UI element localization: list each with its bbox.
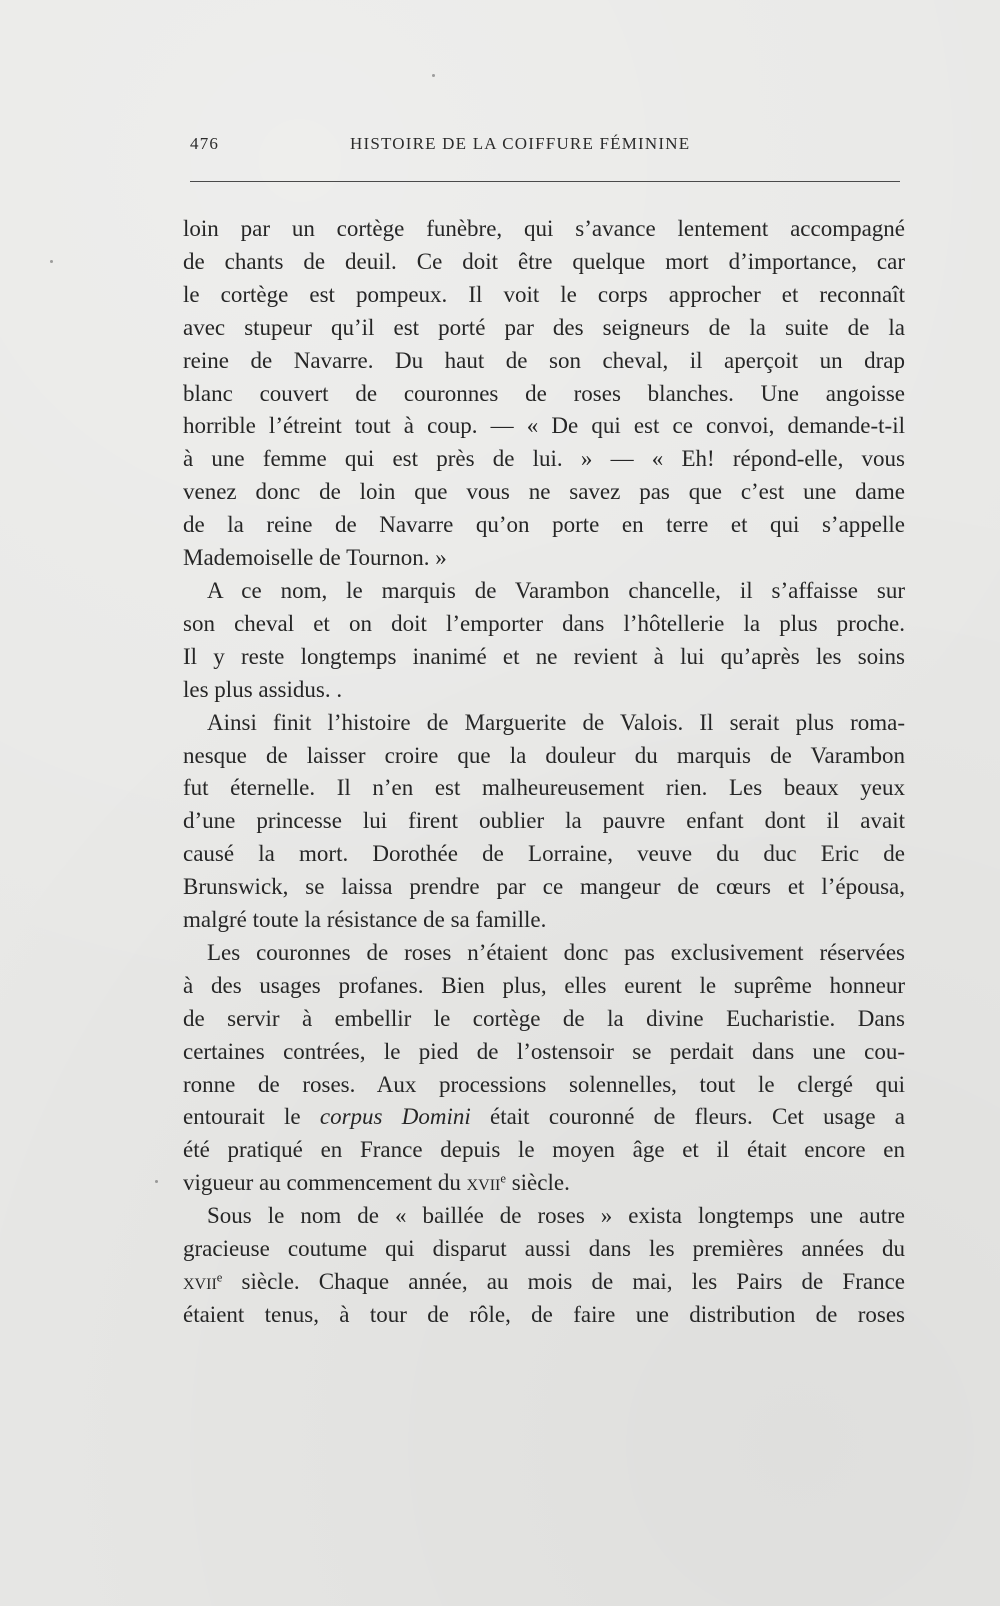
text-line-with-italic — [183, 1101, 905, 1134]
text-line: causé la mort. Dorothée de Lorraine, veuve du duc Eric de — [183, 841, 905, 867]
running-title: HISTOIRE DE LA COIFFURE FÉMININE — [350, 134, 691, 153]
text-line: de servir à embellir le cortège de la divine Eucharistie. Dans — [183, 1005, 905, 1031]
text-fragment: était couronné de fleurs. Cet usage a — [470, 1104, 905, 1130]
text-line: horrible l’étreint tout à coup. — « De qui est ce convoi, demande-t-il — [183, 413, 905, 439]
text-line: Brunswick, se laissa prendre par ce mangeur de cœurs et l’épousa, — [183, 874, 905, 900]
ordinal-superscript: e — [500, 1171, 506, 1186]
text-line: à des usages profanes. Bien plus, elles eurent le suprême honneur — [183, 972, 905, 998]
paper-speck — [50, 260, 53, 263]
italic-phrase: corpus Domini — [319, 1104, 471, 1130]
text-line: le cortège est pompeux. Il voit le corps approcher et reconnaît — [183, 281, 905, 307]
text-fragment: siècle. — [505, 1170, 570, 1196]
text-line: malgré toute la résistance de sa famille. — [183, 907, 547, 933]
text-fragment: siècle. Chaque année, au mois de mai, les Pairs de France — [222, 1269, 905, 1294]
text-line: ronne de roses. Aux processions solennelles, tout le clergé qui — [183, 1071, 905, 1097]
text-fragment: entourait le — [183, 1104, 320, 1130]
page-header — [190, 134, 900, 164]
paper-speck — [432, 74, 435, 77]
text-line: de chants de deuil. Ce doit être quelque mort d’importance, car — [183, 248, 905, 274]
page-number: 476 — [190, 134, 220, 153]
text-fragment: vigueur au commencement du — [183, 1170, 467, 1196]
paragraph-start-line: A ce nom, le marquis de Varambon chancelle, il s’affaisse sur — [207, 577, 905, 603]
text-line: son cheval et on doit l’emporter dans l’hôtellerie la plus proche. — [183, 610, 905, 636]
text-line: étaient tenus, à tour de rôle, de faire une distribution de roses — [183, 1301, 905, 1327]
text-line: avec stupeur qu’il est porté par des seigneurs de la suite de la — [183, 314, 905, 340]
text-line: blanc couvert de couronnes de roses blanches. Une angoisse — [183, 380, 905, 406]
text-line: venez donc de loin que vous ne savez pas que c’est une dame — [183, 479, 905, 505]
text-line-with-century — [183, 1266, 905, 1299]
body-text — [183, 213, 905, 1332]
century-numeral: xvii — [466, 1170, 501, 1196]
text-line: reine de Navarre. Du haut de son cheval, il aperçoit un drap — [183, 347, 905, 373]
text-line: d’une princesse lui firent oublier la pauvre enfant dont il avait — [183, 808, 905, 834]
paper-speck — [900, 820, 903, 823]
ordinal-superscript: e — [216, 1270, 223, 1285]
text-line: loin par un cortège funèbre, qui s’avance lentement accompagné — [183, 216, 905, 241]
text-line: été pratiqué en France depuis le moyen âge et il était encore en — [183, 1137, 905, 1163]
text-line: certaines contrées, le pied de l’ostensoir se perdait dans une cou- — [183, 1038, 905, 1064]
text-line: nesque de laisser croire que la douleur du marquis de Varambon — [183, 742, 905, 768]
text-line-with-century — [183, 1167, 905, 1200]
text-line: Il y reste longtemps inanimé et ne revient à lui qu’après les soins — [183, 643, 905, 669]
text-line: gracieuse coutume qui disparut aussi dans les premières années du — [183, 1236, 905, 1262]
text-line: de la reine de Navarre qu’on porte en terre et qui s’appelle — [183, 512, 905, 538]
paragraph-start-line: Sous le nom de « baillée de roses » exista longtemps une autre — [207, 1203, 905, 1229]
century-numeral: xvii — [183, 1269, 217, 1294]
paragraph-start-line: Les couronnes de roses n’étaient donc pas exclusivement réservées — [207, 939, 905, 965]
text-line: Mademoiselle de Tournon. » — [183, 545, 447, 571]
text-line: fut éternelle. Il n’en est malheureusement rien. Les beaux yeux — [183, 775, 905, 801]
paragraph-start-line: Ainsi finit l’histoire de Marguerite de Valois. Il serait plus roma- — [207, 709, 905, 735]
header-rule — [190, 181, 900, 182]
paper-speck — [155, 1180, 158, 1183]
text-line: les plus assidus. . — [183, 676, 343, 702]
text-line: à une femme qui est près de lui. » — « Eh! répond-elle, vous — [183, 446, 905, 472]
